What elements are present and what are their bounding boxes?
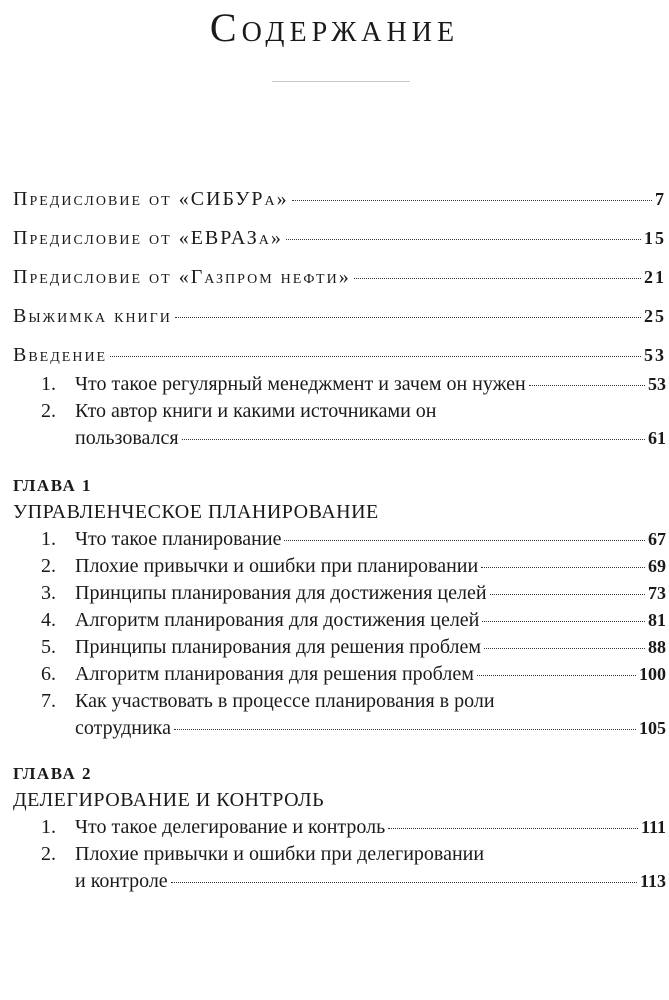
toc-entry-intro-1[interactable]: 1. Что такое регулярный менеджмент и зачем он нужен 53 [13,371,666,398]
toc-entry-ch1-3[interactable]: 3. Принципы планирования для достижения целей 73 [13,580,666,607]
table-of-contents [13,186,666,895]
page-number: 113 [639,871,666,891]
toc-entry-introduction[interactable]: Введение 53 [13,342,666,369]
toc-entry-preface-gazprom[interactable]: Предисловие от «Газпром нефти» 21 [13,264,666,291]
toc-entry-ch1-7-cont[interactable]: сотрудника 105 [13,715,666,742]
page-number: 88 [648,637,666,657]
toc-entry-intro-2-cont[interactable]: пользовался 61 [13,425,666,452]
toc-entry-ch1-4[interactable]: 4. Алгоритм планирования для достижения целей 81 [13,607,666,634]
chapter-label: ГЛАВА 1 [13,476,92,495]
toc-entry-ch1-5[interactable]: 5. Принципы планирования для решения проблем 88 [13,634,666,661]
toc-entry-intro-2[interactable]: 2. Кто автор книги и какими источниками он [41,400,437,422]
page-title: Содержание [209,5,460,50]
page-number: 15 [644,228,666,248]
toc-entry-summary[interactable]: Выжимка книги 25 [13,303,666,330]
toc-entry-ch2-2-cont[interactable]: и контроле 113 [13,868,666,895]
page-number: 111 [640,817,666,837]
page-number: 53 [648,374,666,394]
page-number: 61 [648,428,666,448]
toc-entry-ch1-2[interactable]: 2. Плохие привычки и ошибки при планировании 69 [13,553,666,580]
toc-entry-ch2-2[interactable]: 2. Плохие привычки и ошибки при делегировании [41,843,485,865]
page-number: 25 [644,306,666,326]
page-number: 69 [648,556,666,576]
toc-entry-ch2-1[interactable]: 1. Что такое делегирование и контроль 111 [13,814,666,841]
page-number: 67 [648,529,666,549]
toc-entry-ch1-7[interactable]: 7. Как участвовать в процессе планирования в роли [41,690,495,712]
page-number: 73 [648,583,666,603]
page-number: 105 [639,718,666,738]
page-number: 7 [655,189,666,209]
page-number: 100 [639,664,666,684]
toc-entry-preface-sibur[interactable]: Предисловие от «СИБУРа» 7 [13,186,666,213]
toc-entry-ch1-1[interactable]: 1. Что такое планирование 67 [13,526,666,553]
chapter-label: ГЛАВА 2 [13,764,92,783]
page-number: 53 [644,345,666,365]
page-number: 21 [644,267,666,287]
toc-entry-preface-evraz[interactable]: Предисловие от «ЕВРАЗа» 15 [13,225,666,252]
chapter-title[interactable]: ДЕЛЕГИРОВАНИЕ И КОНТРОЛЬ [13,789,325,811]
toc-entry-ch1-6[interactable]: 6. Алгоритм планирования для решения проблем 100 [13,661,666,688]
page-number: 81 [648,610,666,630]
chapter-title[interactable]: УПРАВЛЕНЧЕСКОЕ ПЛАНИРОВАНИЕ [13,501,379,523]
title-divider [272,81,410,82]
